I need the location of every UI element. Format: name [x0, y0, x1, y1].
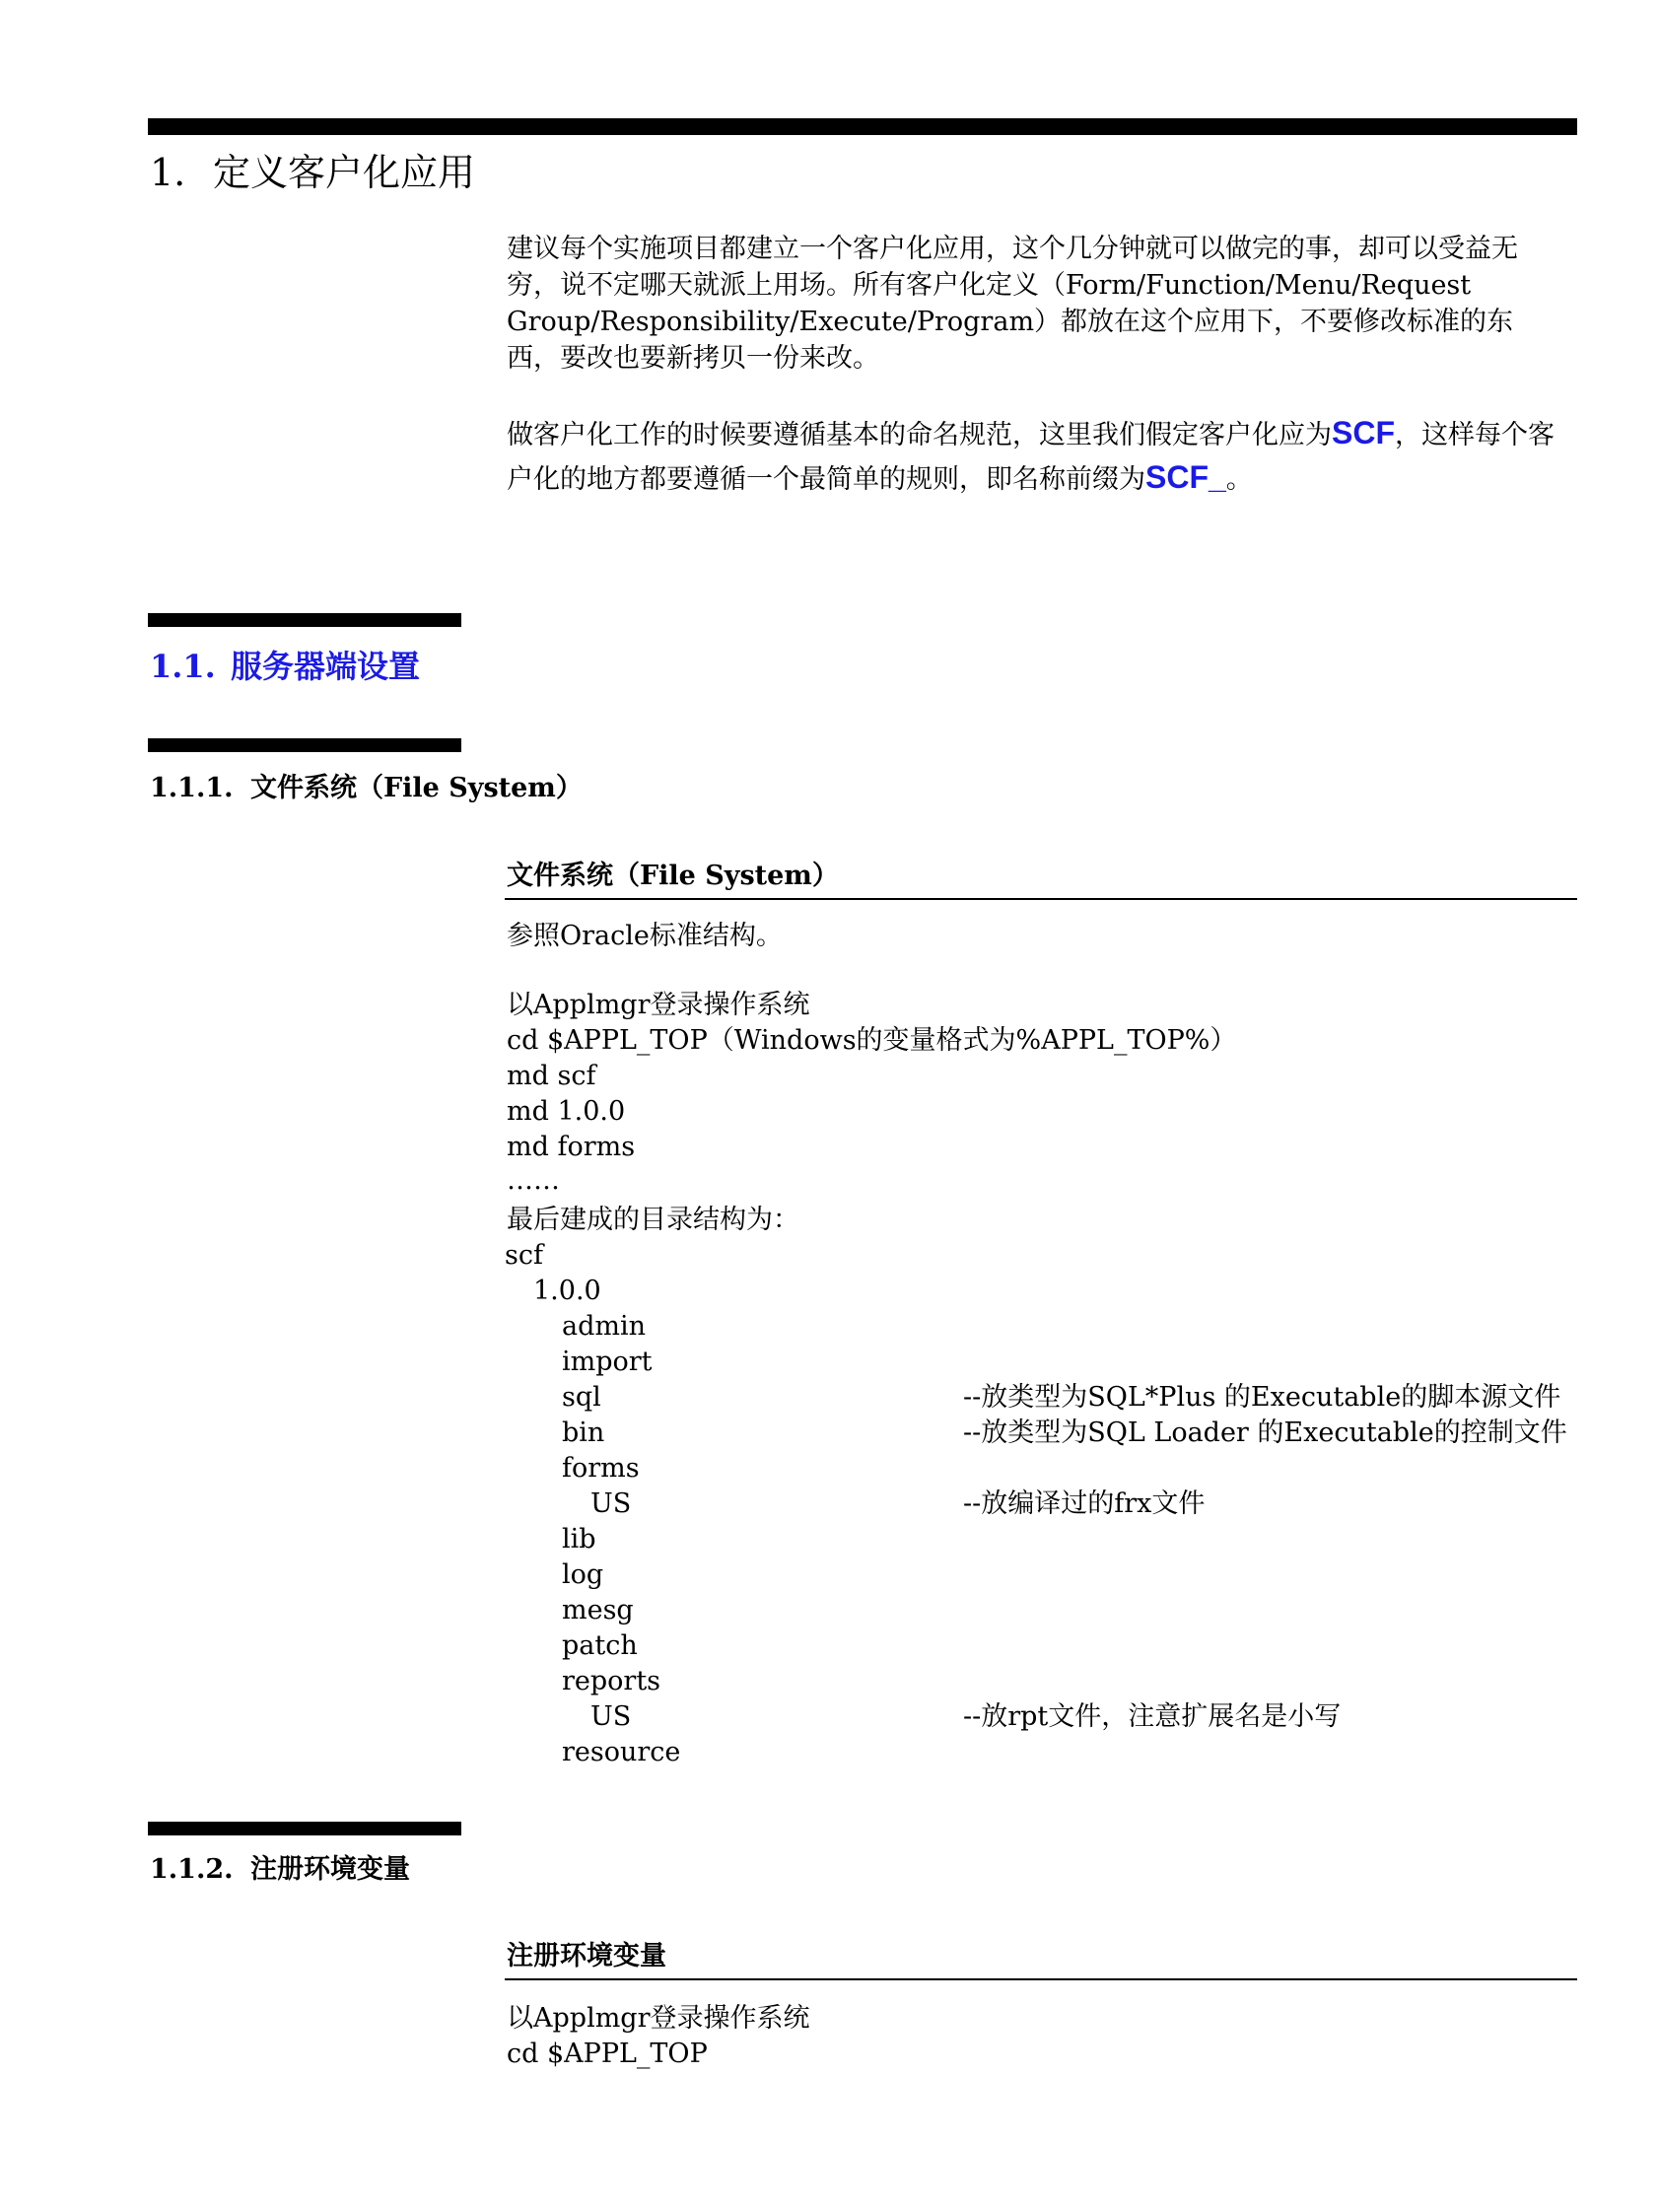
- tree-item-name: patch: [562, 1630, 638, 1661]
- intro-paragraph: 建议每个实施项目都建立一个客户化应用，这个几分钟就可以做完的事，却可以受益无穷，说不定哪天就派上用场。所有客户化定义（Form/Function/Menu/Request Group/Responsibility/Execute/Program）都放在这个应用下，不要修改标准的东西，要改也要新拷贝一份来改。: [507, 234, 1518, 374]
- text-line: cd $APPL_TOP: [507, 2039, 708, 2069]
- tree-row: [505, 1557, 1577, 1593]
- tree-row: [505, 1593, 1577, 1628]
- text-line: 以Applmgr登录操作系统: [507, 990, 810, 1020]
- file-system-table-title: 文件系统（File System）: [507, 861, 839, 891]
- section-number: 1.1.1.: [150, 773, 234, 803]
- section-number: 1.1.2.: [150, 1854, 234, 1885]
- tree-row: [505, 1380, 1577, 1416]
- tree-row: [505, 1451, 1577, 1486]
- naming-text-a: 做客户化工作的时候要遵循基本的命名规范，这里我们假定客户化应为: [507, 420, 1332, 450]
- text-line: md forms: [507, 1132, 636, 1162]
- section-1-1-heading: [150, 645, 420, 688]
- text-line: ……: [507, 1165, 560, 1196]
- tree-row: [505, 1274, 1577, 1309]
- text-line: md 1.0.0: [507, 1096, 626, 1127]
- tree-row: [505, 1238, 1577, 1274]
- scf-code: SCF: [1332, 415, 1395, 450]
- tree-item-name: mesg: [562, 1595, 634, 1625]
- tree-row: [505, 1486, 1577, 1522]
- tree-item-note: --放类型为SQL Loader 的Executable的控制文件: [963, 1417, 1567, 1448]
- section-title: 定义客户化应用: [213, 151, 476, 194]
- section-1-1-1-heading: [150, 770, 583, 807]
- section-number: 1.: [150, 151, 186, 194]
- section-rule-top: [148, 118, 1577, 135]
- section-1-1-2-heading: [150, 1851, 410, 1889]
- section-title: 注册环境变量: [250, 1854, 410, 1885]
- subsection-rule: [148, 613, 461, 627]
- text-line: md scf: [507, 1061, 596, 1091]
- subsection-rule: [148, 1822, 461, 1835]
- tree-row: [505, 1699, 1577, 1735]
- tree-item-name: resource: [562, 1737, 681, 1767]
- tree-row: [505, 1309, 1577, 1345]
- text-line: 最后建成的目录结构为：: [507, 1205, 799, 1235]
- naming-paragraph: [507, 412, 1561, 501]
- subsection-rule: [148, 738, 461, 752]
- tree-item-name: US: [590, 1488, 632, 1519]
- tree-row: [505, 1628, 1577, 1664]
- tree-row: [505, 1735, 1577, 1770]
- section-1-heading: [150, 148, 475, 197]
- tree-item-name: US: [590, 1701, 632, 1732]
- tree-item-note: --放rpt文件，注意扩展名是小写: [963, 1701, 1342, 1732]
- table-title-rule: [505, 1978, 1577, 1980]
- naming-text-b: ，这样每个客户化的地方都要遵循一个最简单的规则，即名称前缀为: [507, 420, 1555, 495]
- tree-item-name: log: [562, 1559, 604, 1590]
- text-line: 以Applmgr登录操作系统: [507, 2003, 810, 2034]
- tree-item-name: import: [562, 1347, 653, 1377]
- tree-item-name: forms: [562, 1453, 640, 1484]
- tree-item-name: sql: [562, 1382, 601, 1413]
- tree-item-name: admin: [562, 1311, 647, 1342]
- tree-item-name: bin: [562, 1417, 605, 1448]
- tree-item-name: reports: [562, 1666, 661, 1696]
- env-var-table-title: 注册环境变量: [507, 1941, 666, 1971]
- text-line: 参照Oracle标准结构。: [507, 921, 783, 951]
- tree-item-name: lib: [562, 1524, 596, 1555]
- tree-item-name: 1.0.0: [533, 1276, 601, 1306]
- naming-text-c: 。: [1225, 464, 1253, 495]
- tree-row: [505, 1664, 1577, 1699]
- tree-row: [505, 1345, 1577, 1380]
- scf-prefix-code: SCF_: [1145, 459, 1226, 495]
- table-title-rule: [505, 898, 1577, 900]
- section-number: 1.1.: [150, 648, 216, 685]
- section-title: 文件系统（File System）: [250, 773, 583, 803]
- section-title: 服务器端设置: [231, 648, 421, 685]
- tree-item-note: --放编译过的frx文件: [963, 1488, 1206, 1519]
- tree-row: [505, 1416, 1577, 1451]
- tree-item-name: scf: [505, 1240, 543, 1271]
- text-line: cd $APPL_TOP（Windows的变量格式为%APPL_TOP%）: [507, 1025, 1237, 1056]
- tree-item-note: --放类型为SQL*Plus 的Executable的脚本源文件: [963, 1382, 1561, 1413]
- tree-row: [505, 1522, 1577, 1557]
